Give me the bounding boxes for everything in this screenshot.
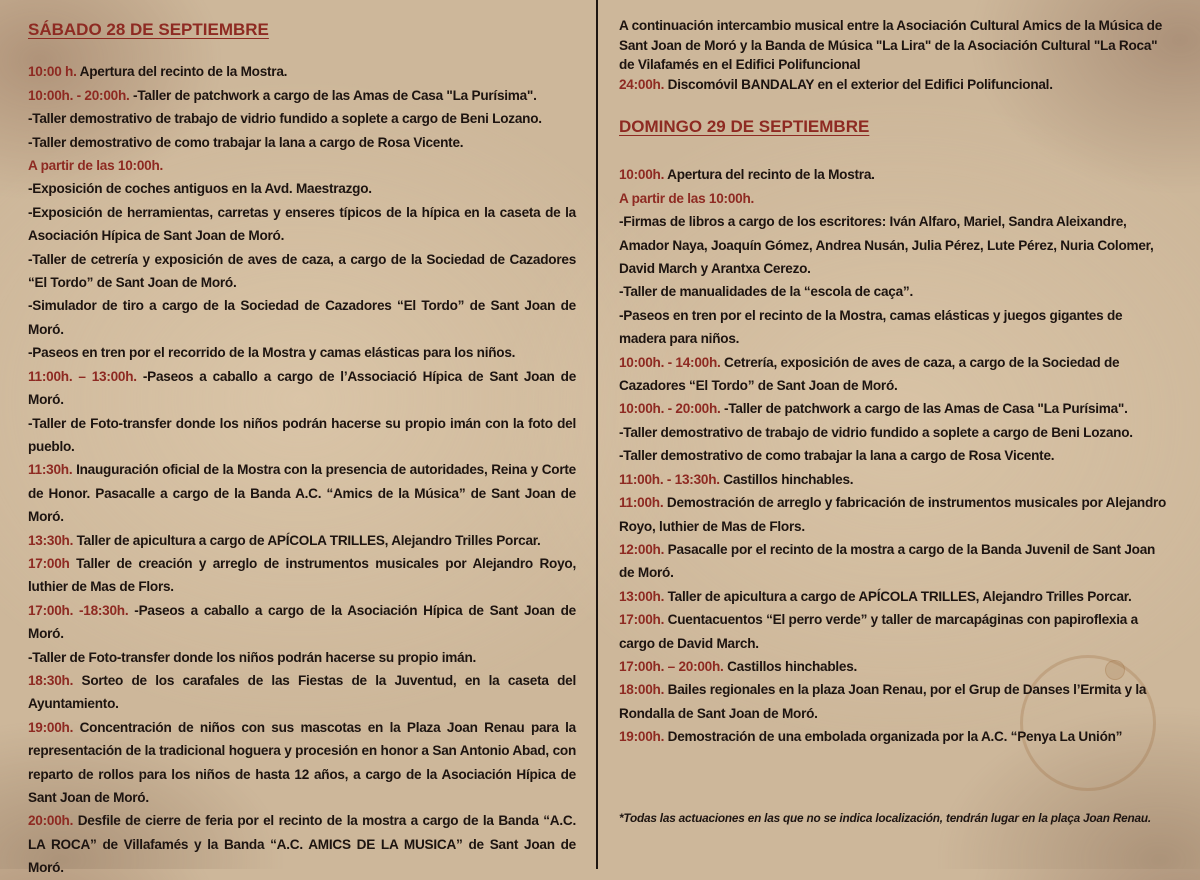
- schedule-entry: [28, 716, 576, 810]
- entry-text: Demostración de una embolada organizada por la A.C. “Penya La Unión”: [664, 729, 1123, 745]
- entry-text: Desfile de cierre de feria por el recinto de la mostra a cargo de la Banda “A.C. LA ROCA” de Villafamés y la Banda “A.C. AMICS DE LA MUSICA” de Sant Joan de Moró.: [28, 813, 576, 876]
- schedule-entry: [28, 458, 576, 528]
- entry-text: -Taller de manualidades de la “escola de caça”.: [619, 284, 913, 300]
- saturday-heading: SÁBADO 28 DE SEPTIEMBRE: [28, 20, 269, 39]
- schedule-entry: [619, 725, 1171, 748]
- entry-text: Discomóvil BANDALAY en el exterior del Edifici Polifuncional.: [664, 76, 1053, 92]
- entry-text: -Paseos a caballo a cargo de la Asociación Hípica de Sant Joan de Moró.: [28, 602, 576, 642]
- schedule-entry: [28, 341, 576, 364]
- saturday-schedule: [28, 60, 576, 879]
- schedule-entry: [28, 809, 576, 879]
- schedule-entry: [28, 365, 576, 412]
- entry-text: -Taller de Foto-transfer donde los niños podrán hacerse su propio imán con la foto del pueblo.: [28, 415, 576, 454]
- entry-time: 12:00h.: [619, 541, 665, 557]
- schedule-entry: [619, 351, 1171, 398]
- entry-text: -Taller de cetrería y exposición de aves de caza, a cargo de la Sociedad de Cazadores “El Tordo” de Sant Joan de Moró.: [28, 251, 576, 291]
- schedule-entry: [28, 294, 576, 341]
- entry-text: Taller de apicultura a cargo de APÍCOLA TRILLES, Alejandro Trilles Porcar.: [664, 588, 1132, 604]
- entry-time: 18:30h.: [28, 672, 74, 688]
- entry-time: 17:00h. -18:30h.: [28, 602, 129, 618]
- schedule-entry: [619, 468, 1171, 491]
- entry-text: Apertura del recinto de la Mostra.: [76, 64, 288, 80]
- entry-time: 20:00h.: [28, 813, 74, 829]
- schedule-entry: [619, 280, 1171, 303]
- saturday-continued-schedule: [619, 16, 1171, 94]
- entry-time: 19:00h.: [28, 719, 74, 735]
- entry-text: Castillos hinchables.: [719, 471, 854, 487]
- entry-time: 24:00h.: [619, 76, 665, 92]
- schedule-entry: [619, 16, 1171, 75]
- entry-text: Inauguración oficial de la Mostra con la presencia de autoridades, Reina y Corte de Honor. Pasacalle a cargo de la Banda A.C. “Amics de la Música” de Sant Joan de Moró.: [28, 462, 576, 525]
- entry-time: 13:30h.: [28, 532, 74, 548]
- schedule-entry: [619, 491, 1171, 538]
- entry-time: 17:00h. – 20:00h.: [619, 658, 724, 674]
- saturday-column: [28, 0, 576, 880]
- schedule-entry: [619, 304, 1171, 351]
- schedule-entry: [28, 131, 576, 154]
- footnote: *Todas las actuaciones en las que no se indica localización, tendrán lugar en la plaça Joan Renau.: [619, 811, 1151, 825]
- entry-text: Castillos hinchables.: [723, 658, 858, 674]
- entry-text: -Paseos en tren por el recorrido de la Mostra y camas elásticas para los niños.: [28, 345, 516, 361]
- schedule-entry: [619, 444, 1171, 467]
- entry-text: A continuación intercambio musical entre la Asociación Cultural Amics de la Música de Sant Joan de Moró y la Banda de Música "La Lira" de la Asociación Cultural "La Roca" de Vilafamés en el Edifici Polifuncional: [619, 18, 1163, 72]
- schedule-entry: [28, 107, 576, 130]
- entry-text: -Taller demostrativo de como trabajar la lana a cargo de Rosa Vicente.: [619, 448, 1055, 464]
- schedule-entry: [28, 669, 576, 716]
- entry-time: A partir de las 10:00h.: [619, 190, 755, 206]
- entry-text: Apertura del recinto de la Mostra.: [664, 167, 875, 183]
- entry-text: -Paseos en tren por el recinto de la Mostra, camas elásticas y juegos gigantes de madera para niños.: [619, 307, 1123, 347]
- schedule-entry: [619, 538, 1171, 585]
- entry-time: 19:00h.: [619, 729, 665, 745]
- schedule-entry: [619, 608, 1171, 655]
- entry-text: -Taller de patchwork a cargo de las Amas de Casa "La Purísima".: [720, 401, 1128, 417]
- entry-text: -Taller de Foto-transfer donde los niños podrán hacerse su propio imán.: [28, 649, 477, 665]
- entry-text: Demostración de arreglo y fabricación de instrumentos musicales por Alejandro Royo, luthier de Mas de Flors.: [619, 495, 1167, 534]
- entry-time: 10:00h. - 20:00h.: [619, 401, 721, 417]
- entry-text: -Taller demostrativo de trabajo de vidrio fundido a soplete a cargo de Beni Lozano.: [619, 424, 1133, 440]
- entry-time: 10:00h.: [619, 167, 665, 183]
- schedule-entry: [28, 248, 576, 295]
- entry-text: Taller de creación y arreglo de instrumentos musicales por Alejandro Royo, luthier de Mas de Flors.: [28, 555, 576, 595]
- schedule-entry: [619, 655, 1171, 678]
- entry-time: 18:00h.: [619, 682, 665, 698]
- schedule-entry: [28, 552, 576, 599]
- entry-text: -Exposición de herramientas, carretas y enseres típicos de la hípica en la caseta de la Asociación Hípica de Sant Joan de Moró.: [28, 204, 576, 244]
- entry-text: -Simulador de tiro a cargo de la Sociedad de Cazadores “El Tordo” de Sant Joan de Moró.: [28, 298, 576, 337]
- entry-time: 13:00h.: [619, 588, 665, 604]
- entry-text: Bailes regionales en la plaza Joan Renau, por el Grup de Danses l’Ermita y la Rondalla de Sant Joan de Moró.: [619, 682, 1147, 721]
- schedule-entry: [28, 646, 576, 669]
- schedule-entry: [28, 412, 576, 459]
- entry-text: -Taller demostrativo de como trabajar la lana a cargo de Rosa Vicente.: [28, 134, 464, 150]
- entry-text: -Exposición de coches antiguos en la Avd. Maestrazgo.: [28, 181, 372, 197]
- entry-text: -Taller demostrativo de trabajo de vidrio fundido a soplete a cargo de Beni Lozano.: [28, 111, 542, 127]
- schedule-entry: [619, 187, 1171, 210]
- entry-text: -Paseos a caballo a cargo de l’Associació Hípica de Sant Joan de Moró.: [28, 368, 577, 408]
- entry-time: 11:00h. – 13:00h.: [28, 368, 137, 384]
- entry-time: 10:00 h.: [28, 64, 77, 80]
- sunday-column: [619, 0, 1171, 749]
- schedule-entry: [619, 75, 1171, 95]
- schedule-entry: [619, 397, 1171, 420]
- schedule-entry: [28, 529, 576, 552]
- sunday-heading: DOMINGO 29 DE SEPTIEMBRE: [619, 117, 870, 136]
- entry-text: -Taller de patchwork a cargo de las Amas de Casa "La Purísima".: [129, 87, 537, 103]
- schedule-entry: [28, 60, 576, 83]
- schedule-entry: [28, 177, 576, 200]
- schedule-entry: [619, 210, 1171, 280]
- entry-time: A partir de las 10:00h.: [28, 158, 164, 174]
- entry-text: Cuentacuentos “El perro verde” y taller de marcapáginas con papiroflexia a cargo de David March.: [619, 612, 1138, 651]
- entry-text: Concentración de niños con sus mascotas en la Plaza Joan Renau para la representación de la tradicional hoguera y procesión en honor a San Antonio Abad, con reparto de rollos para los niños de hasta 12 años, a cargo de la Asociación Hípica de Sant Joan de Moró.: [28, 719, 576, 805]
- schedule-entry: [28, 154, 576, 177]
- entry-time: 17:00h.: [619, 612, 665, 628]
- entry-text: -Firmas de libros a cargo de los escritores: Iván Alfaro, Mariel, Sandra Aleixandre, Amador Naya, Joaquín Gómez, Andrea Nusán, Julia Pérez, Lute Pérez, Nuria Colomer, David March y Arantxa Cerezo.: [619, 214, 1154, 277]
- schedule-entry: [619, 585, 1171, 608]
- entry-text: Taller de apicultura a cargo de APÍCOLA TRILLES, Alejandro Trilles Porcar.: [73, 532, 541, 548]
- entry-text: Cetrería, exposición de aves de caza, a cargo de la Sociedad de Cazadores “El Tordo” de Sant Joan de Moró.: [619, 354, 1120, 394]
- entry-time: 10:00h. - 20:00h.: [28, 87, 130, 103]
- entry-text: Sorteo de los carafales de las Fiestas de la Juventud, en la caseta del Ayuntamiento.: [28, 672, 576, 712]
- entry-time: 11:00h. - 13:30h.: [619, 471, 720, 487]
- entry-time: 11:30h.: [28, 462, 73, 478]
- sunday-schedule: [619, 163, 1171, 748]
- entry-text: Pasacalle por el recinto de la mostra a cargo de la Banda Juvenil de Sant Joan de Moró.: [619, 541, 1156, 581]
- schedule-entry: [28, 201, 576, 248]
- entry-time: 17:00h: [28, 555, 70, 571]
- schedule-entry: [28, 599, 576, 646]
- column-divider: [596, 0, 598, 869]
- schedule-entry: [619, 421, 1171, 444]
- entry-time: 10:00h. - 14:00h.: [619, 354, 721, 370]
- entry-time: 11:00h.: [619, 495, 664, 511]
- schedule-entry: [619, 163, 1171, 186]
- schedule-entry: [619, 678, 1171, 725]
- schedule-entry: [28, 84, 576, 107]
